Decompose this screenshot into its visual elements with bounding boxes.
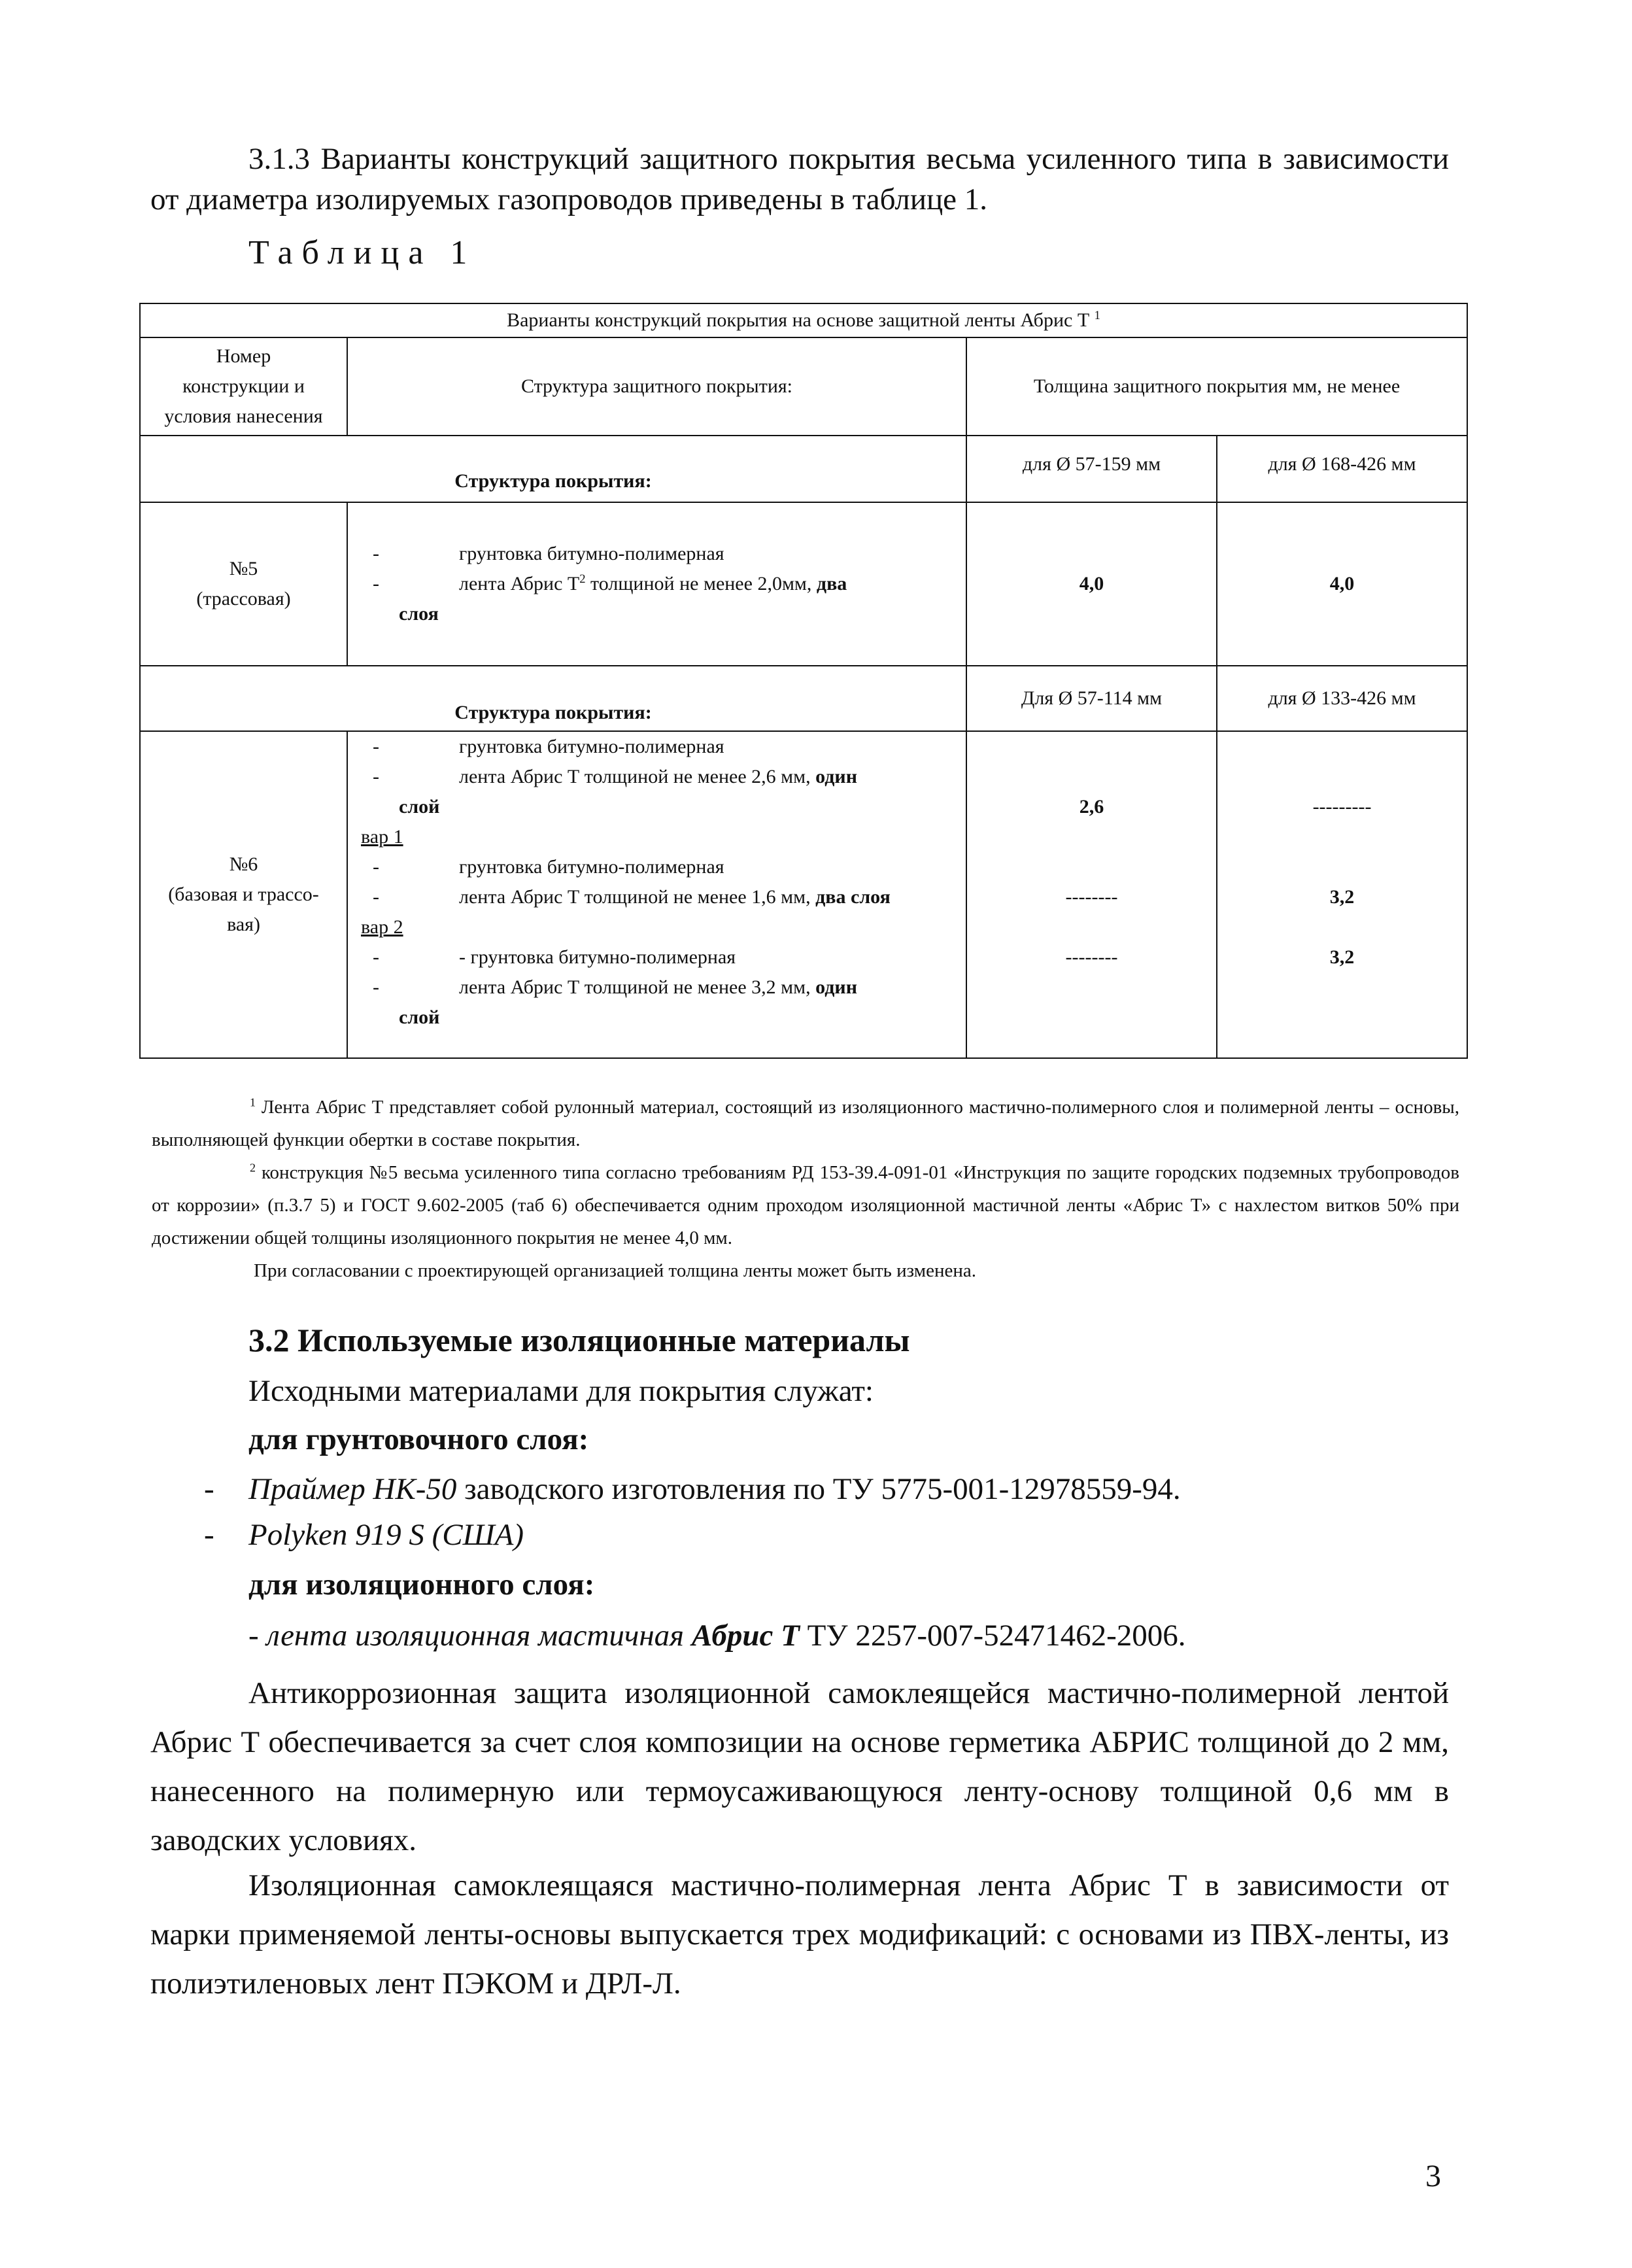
- thickness-5-a: 4,0: [966, 502, 1217, 666]
- diameter-57-159: для Ø 57-159 мм: [966, 436, 1217, 502]
- insulation-layer-label: для изоляционного слоя:: [248, 1568, 595, 1602]
- structure-5: - грунтовка битумно-полимерная - лента Абрис $Т^2$ толщиной не менее 2,0мм, два слоя: [347, 502, 966, 666]
- paragraph-modifications: Изоляционная самоклеящаяся мастично-полимерная лента Абрис Т в зависимости от марки применяемой ленты-основы выпускается трех модификаций: с основами из ПВХ-ленты, из полиэтиленовых лент ПЭКОМ и ДРЛ-Л.: [150, 1868, 1449, 2001]
- header-coating-structure: Структура защитного покрытия:: [347, 337, 966, 436]
- footnote-note: При согласовании с проектирующей организацией толщина ленты может быть изменена.: [254, 1260, 976, 1281]
- header-construction-number: Номер конструкции и условия нанесения: [140, 337, 347, 436]
- intro-paragraph: 3.1.3 Варианты конструкций защитного покрытия весьма усиленного типа в зависимости от диаметра изолируемых газопроводов приведены в таблице 1.: [150, 142, 1449, 216]
- section-label-6: Структура покрытия:: [140, 666, 966, 731]
- table-caption: Таблица 1: [248, 234, 477, 271]
- diameter-168-426: для Ø 168-426 мм: [1217, 436, 1467, 502]
- footnote-1: $^1$ Лента Абрис Т представляет собой рулонный материал, состоящий из изоляционного мастично-полимерного слоя и полимерной ленты – основы, выполняющей функции обертки в составе покрытия.: [152, 1095, 1459, 1150]
- section-heading: 3.2 Используемые изоляционные материалы: [248, 1322, 910, 1358]
- table-title: Варианты конструкций покрытия на основе защитной ленты Абрис Т $^1$: [140, 303, 1467, 337]
- coating-variants-table: [139, 303, 1468, 1059]
- construction-6: №6 (базовая и трассо- вая): [140, 731, 347, 1058]
- page-number: 3: [1425, 2159, 1441, 2193]
- materials-lead: Исходными материалами для покрытия служат:: [248, 1374, 874, 1408]
- structure-6: - грунтовка битумно-полимерная - лента Абрис Т толщиной не менее 2,6 мм, один слой вар 1 - грунтовка битумно-полимерная - лента Абрис Т толщиной не менее 1,6 мм, два слоя вар 2 - - грунтовка битумно-полимерная - лента Абрис Т толщиной не менее 3,2 мм, один слой: [347, 731, 966, 1058]
- primer-layer-label: для грунтовочного слоя:: [248, 1422, 589, 1456]
- paragraph-anticorrosion: Антикоррозионная защита изоляционной самоклеящейся мастично-полимерной лентой Абрис Т обеспечивается за счет слоя композиции на основе герметика АБРИС толщиной до 2 мм, нанесенного на полимерную или термоусаживающуюся ленту-основу толщиной 0,6 мм в заводских условиях.: [150, 1676, 1449, 1857]
- insulation-item-abris: - лента изоляционная мастичная Абрис Т ТУ 2257-007-52471462-2006.: [248, 1619, 1186, 1653]
- thickness-6-a: 2,6 -------- --------: [966, 731, 1217, 1058]
- construction-5: №5 (трассовая): [140, 502, 347, 666]
- thickness-6-b: --------- 3,2 3,2: [1217, 731, 1467, 1058]
- section-label-5: Структура покрытия:: [140, 436, 966, 502]
- footnote-2: $^2$ конструкция №5 весьма усиленного типа согласно требованиям РД 153-39.4-091-01 «Инструкция по защите городских подземных трубопроводов от коррозии» (п.3.7 5) и ГОСТ 9.602-2005 (таб 6) обеспечивается одним проходом изоляционной мастичной ленты «Абрис Т» с нахлестом витков 50% при достижении общей толщины изоляционного покрытия не менее 4,0 мм.: [152, 1161, 1459, 1248]
- header-thickness: Толщина защитного покрытия мм, не менее: [966, 337, 1467, 436]
- primer-item-nk50: - Праймер НК-50 заводского изготовления по ТУ 5775-001-12978559-94.: [204, 1472, 1181, 1506]
- diameter-57-114: Для Ø 57-114 мм: [966, 666, 1217, 731]
- thickness-5-b: 4,0: [1217, 502, 1467, 666]
- diameter-133-426: для Ø 133-426 мм: [1217, 666, 1467, 731]
- primer-item-polyken: - Polyken 919 S (США): [204, 1518, 524, 1552]
